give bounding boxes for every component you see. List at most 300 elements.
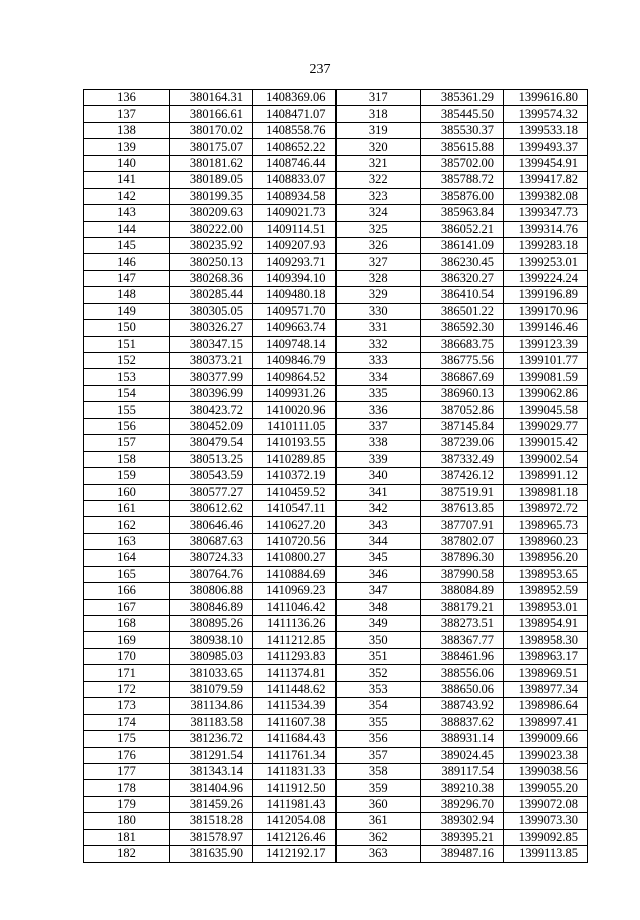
point-number-left: 168 xyxy=(84,616,170,632)
x-coordinate-left: 380806.88 xyxy=(170,583,253,599)
y-coordinate-right: 1399533.18 xyxy=(504,122,588,138)
x-coordinate-right: 388179.21 xyxy=(421,599,504,615)
point-number-left: 158 xyxy=(84,451,170,467)
y-coordinate-right: 1399224.24 xyxy=(504,270,588,286)
y-coordinate-right: 1398963.17 xyxy=(504,648,588,664)
table-row xyxy=(84,583,588,599)
y-coordinate-right: 1399347.73 xyxy=(504,205,588,221)
point-number-left: 166 xyxy=(84,583,170,599)
x-coordinate-right: 389117.54 xyxy=(421,763,504,779)
x-coordinate-right: 389296.70 xyxy=(421,796,504,812)
y-coordinate-right: 1399493.37 xyxy=(504,139,588,155)
point-number-left: 180 xyxy=(84,813,170,829)
x-coordinate-right: 385530.37 xyxy=(421,122,504,138)
point-number-right: 317 xyxy=(336,90,421,106)
table-row xyxy=(84,287,588,303)
point-number-right: 347 xyxy=(336,583,421,599)
point-number-right: 328 xyxy=(336,270,421,286)
x-coordinate-left: 380347.15 xyxy=(170,336,253,352)
point-number-right: 327 xyxy=(336,254,421,270)
x-coordinate-right: 388743.92 xyxy=(421,698,504,714)
point-number-right: 358 xyxy=(336,763,421,779)
point-number-right: 362 xyxy=(336,829,421,845)
y-coordinate-right: 1399314.76 xyxy=(504,221,588,237)
x-coordinate-left: 380170.02 xyxy=(170,122,253,138)
y-coordinate-left: 1409480.18 xyxy=(253,287,336,303)
y-coordinate-left: 1409394.10 xyxy=(253,270,336,286)
x-coordinate-right: 388461.96 xyxy=(421,648,504,664)
table-row xyxy=(84,731,588,747)
point-number-right: 320 xyxy=(336,139,421,155)
y-coordinate-left: 1409663.74 xyxy=(253,320,336,336)
point-number-right: 329 xyxy=(336,287,421,303)
x-coordinate-left: 380985.03 xyxy=(170,648,253,664)
y-coordinate-right: 1399454.91 xyxy=(504,155,588,171)
x-coordinate-right: 387239.06 xyxy=(421,435,504,451)
x-coordinate-right: 385615.88 xyxy=(421,139,504,155)
point-number-right: 345 xyxy=(336,550,421,566)
y-coordinate-right: 1399029.77 xyxy=(504,418,588,434)
x-coordinate-left: 380181.62 xyxy=(170,155,253,171)
y-coordinate-right: 1398960.23 xyxy=(504,533,588,549)
y-coordinate-left: 1410720.56 xyxy=(253,533,336,549)
point-number-right: 325 xyxy=(336,221,421,237)
point-number-right: 359 xyxy=(336,780,421,796)
x-coordinate-left: 380646.46 xyxy=(170,517,253,533)
table-row xyxy=(84,550,588,566)
x-coordinate-left: 381079.59 xyxy=(170,681,253,697)
y-coordinate-left: 1409864.52 xyxy=(253,369,336,385)
point-number-right: 363 xyxy=(336,846,421,862)
y-coordinate-right: 1399101.77 xyxy=(504,353,588,369)
point-number-right: 334 xyxy=(336,369,421,385)
x-coordinate-left: 380895.26 xyxy=(170,616,253,632)
y-coordinate-left: 1411831.33 xyxy=(253,763,336,779)
x-coordinate-left: 380764.76 xyxy=(170,566,253,582)
point-number-left: 176 xyxy=(84,747,170,763)
y-coordinate-right: 1399196.89 xyxy=(504,287,588,303)
point-number-left: 152 xyxy=(84,353,170,369)
point-number-right: 336 xyxy=(336,402,421,418)
point-number-right: 326 xyxy=(336,237,421,253)
x-coordinate-left: 380199.35 xyxy=(170,188,253,204)
table-row xyxy=(84,648,588,664)
y-coordinate-left: 1411761.34 xyxy=(253,747,336,763)
y-coordinate-left: 1408746.44 xyxy=(253,155,336,171)
point-number-right: 332 xyxy=(336,336,421,352)
x-coordinate-left: 380543.59 xyxy=(170,468,253,484)
x-coordinate-left: 380396.99 xyxy=(170,385,253,401)
x-coordinate-left: 380513.25 xyxy=(170,451,253,467)
x-coordinate-right: 386775.56 xyxy=(421,353,504,369)
x-coordinate-right: 386960.13 xyxy=(421,385,504,401)
y-coordinate-left: 1408833.07 xyxy=(253,172,336,188)
y-coordinate-left: 1410627.20 xyxy=(253,517,336,533)
x-coordinate-right: 386501.22 xyxy=(421,303,504,319)
y-coordinate-left: 1409021.73 xyxy=(253,205,336,221)
y-coordinate-left: 1410372.19 xyxy=(253,468,336,484)
y-coordinate-left: 1409931.26 xyxy=(253,385,336,401)
x-coordinate-right: 386410.54 xyxy=(421,287,504,303)
point-number-right: 344 xyxy=(336,533,421,549)
point-number-right: 341 xyxy=(336,484,421,500)
y-coordinate-right: 1399113.85 xyxy=(504,846,588,862)
x-coordinate-left: 380612.62 xyxy=(170,500,253,516)
x-coordinate-left: 381578.97 xyxy=(170,829,253,845)
x-coordinate-right: 386320.27 xyxy=(421,270,504,286)
table-row xyxy=(84,353,588,369)
page-number: 237 xyxy=(309,62,331,77)
y-coordinate-right: 1398969.51 xyxy=(504,665,588,681)
x-coordinate-left: 381518.28 xyxy=(170,813,253,829)
y-coordinate-left: 1412054.08 xyxy=(253,813,336,829)
point-number-right: 361 xyxy=(336,813,421,829)
table-row xyxy=(84,435,588,451)
y-coordinate-right: 1399045.58 xyxy=(504,402,588,418)
y-coordinate-right: 1398953.65 xyxy=(504,566,588,582)
point-number-right: 356 xyxy=(336,731,421,747)
point-number-right: 352 xyxy=(336,665,421,681)
x-coordinate-left: 381459.26 xyxy=(170,796,253,812)
x-coordinate-right: 388273.51 xyxy=(421,616,504,632)
table-row xyxy=(84,451,588,467)
y-coordinate-right: 1399073.30 xyxy=(504,813,588,829)
table-row xyxy=(84,336,588,352)
table-row xyxy=(84,763,588,779)
x-coordinate-left: 380222.00 xyxy=(170,221,253,237)
point-number-left: 142 xyxy=(84,188,170,204)
x-coordinate-right: 387707.91 xyxy=(421,517,504,533)
y-coordinate-right: 1398958.30 xyxy=(504,632,588,648)
point-number-right: 346 xyxy=(336,566,421,582)
x-coordinate-right: 388556.06 xyxy=(421,665,504,681)
x-coordinate-right: 387052.86 xyxy=(421,402,504,418)
table-row xyxy=(84,566,588,582)
y-coordinate-right: 1399123.39 xyxy=(504,336,588,352)
y-coordinate-right: 1399038.56 xyxy=(504,763,588,779)
point-number-left: 148 xyxy=(84,287,170,303)
x-coordinate-right: 386592.30 xyxy=(421,320,504,336)
x-coordinate-right: 387145.84 xyxy=(421,418,504,434)
y-coordinate-right: 1399055.20 xyxy=(504,780,588,796)
table-row xyxy=(84,402,588,418)
point-number-left: 163 xyxy=(84,533,170,549)
x-coordinate-left: 380938.10 xyxy=(170,632,253,648)
x-coordinate-left: 381404.96 xyxy=(170,780,253,796)
y-coordinate-left: 1408652.22 xyxy=(253,139,336,155)
point-number-left: 169 xyxy=(84,632,170,648)
y-coordinate-left: 1410884.69 xyxy=(253,566,336,582)
y-coordinate-left: 1411212.85 xyxy=(253,632,336,648)
x-coordinate-left: 380577.27 xyxy=(170,484,253,500)
y-coordinate-left: 1408934.58 xyxy=(253,188,336,204)
point-number-left: 150 xyxy=(84,320,170,336)
table-row xyxy=(84,237,588,253)
table-row xyxy=(84,599,588,615)
y-coordinate-right: 1399092.85 xyxy=(504,829,588,845)
point-number-right: 337 xyxy=(336,418,421,434)
point-number-left: 154 xyxy=(84,385,170,401)
point-number-right: 333 xyxy=(336,353,421,369)
point-number-right: 331 xyxy=(336,320,421,336)
y-coordinate-right: 1399616.80 xyxy=(504,90,588,106)
x-coordinate-left: 380175.07 xyxy=(170,139,253,155)
y-coordinate-left: 1411534.39 xyxy=(253,698,336,714)
point-number-left: 173 xyxy=(84,698,170,714)
point-number-left: 177 xyxy=(84,763,170,779)
point-number-right: 330 xyxy=(336,303,421,319)
point-number-left: 172 xyxy=(84,681,170,697)
y-coordinate-right: 1398953.01 xyxy=(504,599,588,615)
y-coordinate-right: 1398997.41 xyxy=(504,714,588,730)
y-coordinate-left: 1411374.81 xyxy=(253,665,336,681)
x-coordinate-right: 387332.49 xyxy=(421,451,504,467)
point-number-right: 350 xyxy=(336,632,421,648)
y-coordinate-right: 1398977.34 xyxy=(504,681,588,697)
y-coordinate-left: 1410020.96 xyxy=(253,402,336,418)
point-number-left: 147 xyxy=(84,270,170,286)
y-coordinate-right: 1399062.86 xyxy=(504,385,588,401)
table-row xyxy=(84,829,588,845)
table-row xyxy=(84,796,588,812)
point-number-left: 153 xyxy=(84,369,170,385)
y-coordinate-left: 1412192.17 xyxy=(253,846,336,862)
point-number-left: 139 xyxy=(84,139,170,155)
point-number-left: 179 xyxy=(84,796,170,812)
y-coordinate-left: 1411607.38 xyxy=(253,714,336,730)
x-coordinate-left: 380235.92 xyxy=(170,237,253,253)
x-coordinate-left: 381236.72 xyxy=(170,731,253,747)
y-coordinate-right: 1398956.20 xyxy=(504,550,588,566)
table-row xyxy=(84,418,588,434)
table-row xyxy=(84,385,588,401)
y-coordinate-right: 1399417.82 xyxy=(504,172,588,188)
y-coordinate-left: 1412126.46 xyxy=(253,829,336,845)
point-number-left: 146 xyxy=(84,254,170,270)
point-number-right: 318 xyxy=(336,106,421,122)
x-coordinate-left: 380285.44 xyxy=(170,287,253,303)
table-row xyxy=(84,813,588,829)
x-coordinate-left: 381635.90 xyxy=(170,846,253,862)
point-number-right: 355 xyxy=(336,714,421,730)
x-coordinate-right: 385445.50 xyxy=(421,106,504,122)
y-coordinate-left: 1411912.50 xyxy=(253,780,336,796)
table-row xyxy=(84,205,588,221)
point-number-left: 145 xyxy=(84,237,170,253)
table-row xyxy=(84,484,588,500)
x-coordinate-right: 387896.30 xyxy=(421,550,504,566)
y-coordinate-left: 1409114.51 xyxy=(253,221,336,237)
table-row xyxy=(84,254,588,270)
point-number-right: 360 xyxy=(336,796,421,812)
y-coordinate-left: 1409748.14 xyxy=(253,336,336,352)
x-coordinate-right: 389395.21 xyxy=(421,829,504,845)
y-coordinate-right: 1398991.12 xyxy=(504,468,588,484)
point-number-right: 348 xyxy=(336,599,421,615)
point-number-left: 157 xyxy=(84,435,170,451)
y-coordinate-right: 1399009.66 xyxy=(504,731,588,747)
y-coordinate-right: 1399081.59 xyxy=(504,369,588,385)
x-coordinate-left: 381291.54 xyxy=(170,747,253,763)
y-coordinate-left: 1409207.93 xyxy=(253,237,336,253)
x-coordinate-left: 380452.09 xyxy=(170,418,253,434)
point-number-right: 319 xyxy=(336,122,421,138)
point-number-left: 164 xyxy=(84,550,170,566)
point-number-right: 343 xyxy=(336,517,421,533)
point-number-left: 159 xyxy=(84,468,170,484)
y-coordinate-left: 1411448.62 xyxy=(253,681,336,697)
table-row xyxy=(84,122,588,138)
point-number-right: 354 xyxy=(336,698,421,714)
y-coordinate-left: 1411136.26 xyxy=(253,616,336,632)
point-number-left: 143 xyxy=(84,205,170,221)
y-coordinate-left: 1410459.52 xyxy=(253,484,336,500)
point-number-right: 322 xyxy=(336,172,421,188)
y-coordinate-right: 1399146.46 xyxy=(504,320,588,336)
x-coordinate-right: 389024.45 xyxy=(421,747,504,763)
point-number-left: 156 xyxy=(84,418,170,434)
point-number-right: 340 xyxy=(336,468,421,484)
point-number-left: 178 xyxy=(84,780,170,796)
y-coordinate-left: 1410969.23 xyxy=(253,583,336,599)
y-coordinate-right: 1398952.59 xyxy=(504,583,588,599)
x-coordinate-right: 386683.75 xyxy=(421,336,504,352)
x-coordinate-left: 380209.63 xyxy=(170,205,253,221)
x-coordinate-right: 386141.09 xyxy=(421,237,504,253)
x-coordinate-right: 385876.00 xyxy=(421,188,504,204)
point-number-left: 175 xyxy=(84,731,170,747)
y-coordinate-left: 1409571.70 xyxy=(253,303,336,319)
x-coordinate-right: 385788.72 xyxy=(421,172,504,188)
y-coordinate-right: 1398972.72 xyxy=(504,500,588,516)
y-coordinate-right: 1398981.18 xyxy=(504,484,588,500)
y-coordinate-right: 1399253.01 xyxy=(504,254,588,270)
x-coordinate-left: 381033.65 xyxy=(170,665,253,681)
y-coordinate-right: 1398954.91 xyxy=(504,616,588,632)
table-row xyxy=(84,616,588,632)
x-coordinate-right: 386230.45 xyxy=(421,254,504,270)
table-row xyxy=(84,270,588,286)
point-number-right: 357 xyxy=(336,747,421,763)
point-number-right: 339 xyxy=(336,451,421,467)
point-number-left: 171 xyxy=(84,665,170,681)
table-row xyxy=(84,517,588,533)
y-coordinate-left: 1411046.42 xyxy=(253,599,336,615)
x-coordinate-right: 388650.06 xyxy=(421,681,504,697)
x-coordinate-left: 380687.63 xyxy=(170,533,253,549)
y-coordinate-right: 1399072.08 xyxy=(504,796,588,812)
y-coordinate-left: 1409293.71 xyxy=(253,254,336,270)
y-coordinate-left: 1410547.11 xyxy=(253,500,336,516)
point-number-left: 141 xyxy=(84,172,170,188)
x-coordinate-left: 380189.05 xyxy=(170,172,253,188)
point-number-right: 349 xyxy=(336,616,421,632)
table-row xyxy=(84,747,588,763)
table-row xyxy=(84,846,588,862)
table-row xyxy=(84,665,588,681)
table-row xyxy=(84,221,588,237)
table-row xyxy=(84,106,588,122)
point-number-left: 136 xyxy=(84,90,170,106)
point-number-left: 162 xyxy=(84,517,170,533)
table-row xyxy=(84,698,588,714)
point-number-left: 161 xyxy=(84,500,170,516)
table-row xyxy=(84,714,588,730)
x-coordinate-right: 385702.00 xyxy=(421,155,504,171)
table-row xyxy=(84,533,588,549)
point-number-left: 149 xyxy=(84,303,170,319)
x-coordinate-left: 381183.58 xyxy=(170,714,253,730)
y-coordinate-left: 1411981.43 xyxy=(253,796,336,812)
point-number-left: 174 xyxy=(84,714,170,730)
point-number-left: 144 xyxy=(84,221,170,237)
point-number-right: 353 xyxy=(336,681,421,697)
y-coordinate-left: 1409846.79 xyxy=(253,353,336,369)
x-coordinate-left: 380724.33 xyxy=(170,550,253,566)
point-number-right: 335 xyxy=(336,385,421,401)
y-coordinate-right: 1398986.64 xyxy=(504,698,588,714)
x-coordinate-right: 388367.77 xyxy=(421,632,504,648)
table-row xyxy=(84,780,588,796)
x-coordinate-left: 380268.36 xyxy=(170,270,253,286)
x-coordinate-left: 380250.13 xyxy=(170,254,253,270)
y-coordinate-right: 1399574.32 xyxy=(504,106,588,122)
y-coordinate-right: 1399170.96 xyxy=(504,303,588,319)
table-row xyxy=(84,303,588,319)
y-coordinate-left: 1408369.06 xyxy=(253,90,336,106)
y-coordinate-right: 1398965.73 xyxy=(504,517,588,533)
x-coordinate-right: 386867.69 xyxy=(421,369,504,385)
point-number-left: 181 xyxy=(84,829,170,845)
point-number-right: 324 xyxy=(336,205,421,221)
x-coordinate-right: 385963.84 xyxy=(421,205,504,221)
table-row xyxy=(84,155,588,171)
coordinates-table-body xyxy=(84,90,588,863)
y-coordinate-left: 1410111.05 xyxy=(253,418,336,434)
coordinates-table xyxy=(83,89,588,863)
x-coordinate-left: 380166.61 xyxy=(170,106,253,122)
x-coordinate-right: 389210.38 xyxy=(421,780,504,796)
y-coordinate-right: 1399023.38 xyxy=(504,747,588,763)
y-coordinate-left: 1410289.85 xyxy=(253,451,336,467)
x-coordinate-left: 381134.86 xyxy=(170,698,253,714)
x-coordinate-left: 380373.21 xyxy=(170,353,253,369)
table-row xyxy=(84,500,588,516)
point-number-left: 160 xyxy=(84,484,170,500)
x-coordinate-left: 380423.72 xyxy=(170,402,253,418)
point-number-right: 321 xyxy=(336,155,421,171)
table-row xyxy=(84,681,588,697)
x-coordinate-right: 387426.12 xyxy=(421,468,504,484)
point-number-left: 138 xyxy=(84,122,170,138)
point-number-left: 140 xyxy=(84,155,170,171)
y-coordinate-right: 1399382.08 xyxy=(504,188,588,204)
x-coordinate-left: 380326.27 xyxy=(170,320,253,336)
x-coordinate-left: 381343.14 xyxy=(170,763,253,779)
x-coordinate-right: 387519.91 xyxy=(421,484,504,500)
table-row xyxy=(84,632,588,648)
y-coordinate-right: 1399015.42 xyxy=(504,435,588,451)
x-coordinate-left: 380164.31 xyxy=(170,90,253,106)
x-coordinate-left: 380479.54 xyxy=(170,435,253,451)
x-coordinate-right: 389302.94 xyxy=(421,813,504,829)
point-number-left: 167 xyxy=(84,599,170,615)
y-coordinate-left: 1411293.83 xyxy=(253,648,336,664)
y-coordinate-right: 1399283.18 xyxy=(504,237,588,253)
x-coordinate-right: 388837.62 xyxy=(421,714,504,730)
table-row xyxy=(84,320,588,336)
y-coordinate-left: 1411684.43 xyxy=(253,731,336,747)
